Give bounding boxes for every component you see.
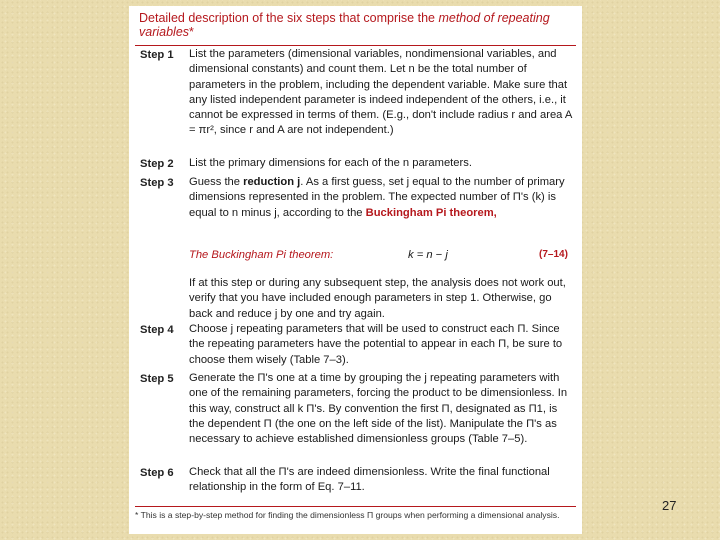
footnote: * This is a step-by-step method for finding the dimensionless Π groups when performing a dimensional analysis.	[135, 510, 560, 520]
step-3-text: Guess the reduction j. As a first guess, set j equal to the number of primary dimensions represented in the problem. The expected number of Π's (k) is equal to n minus j, according to the Buckingham Pi theorem,	[189, 176, 565, 219]
equation-label: The Buckingham Pi theorem:	[189, 249, 334, 261]
step-4-text: Choose j repeating parameters that will be used to construct each Π. Since the repeating parameters have the potential to appear in each Π, be sure to choose them wisely (Table 7–3).	[189, 323, 563, 366]
step-2-text: List the primary dimensions for each of the n parameters.	[189, 157, 472, 169]
step-5-text: Generate the Π's one at a time by grouping the j repeating parameters with one of the remaining parameters, forcing the product to be dimensionless. In this way, construct all k Π's. By convention the first Π, designated as Π1, is the dependent Π (the one on the left side of the list). Manipulate the Π's as necessary to achieve established dimensionless groups (Table 7–5).	[189, 372, 568, 446]
step-6-text: Check that all the Π's are indeed dimensionless. Write the final functional relationship in the form of Eq. 7–11.	[189, 466, 550, 494]
step-5-label: Step 5	[140, 373, 174, 385]
footnote-divider	[135, 506, 576, 507]
step-3-label: Step 3	[140, 177, 174, 189]
equation-number: (7–14)	[539, 249, 568, 260]
step-4-label: Step 4	[140, 324, 174, 336]
textbook-table-panel	[129, 6, 582, 534]
step-2-label: Step 2	[140, 158, 174, 170]
equation-formula: k = n − j	[408, 249, 448, 261]
step-1-label: Step 1	[140, 49, 174, 61]
step-3-continuation: If at this step or during any subsequent step, the analysis does not work out, verify that you have included enough parameters in step 1. Otherwise, go back and reduce j by one and try again.	[189, 277, 566, 320]
title-divider	[135, 45, 576, 46]
page-number: 27	[662, 498, 677, 513]
buckingham-equation	[189, 249, 573, 265]
step-6-label: Step 6	[140, 467, 174, 479]
table-title: Detailed description of the six steps that comprise the method of repeating variables*	[139, 11, 550, 39]
step-1-text: List the parameters (dimensional variables, nondimensional variables, and dimensional constants) and count them. Let n be the total number of parameters in the problem, including the dependent variable. Make sure that any listed independent parameter is indeed independent of the others, i.e., it cannot be expressed in terms of them. (E.g., don't include radius r and area A = πr², since r and A are not independent.)	[189, 48, 572, 137]
